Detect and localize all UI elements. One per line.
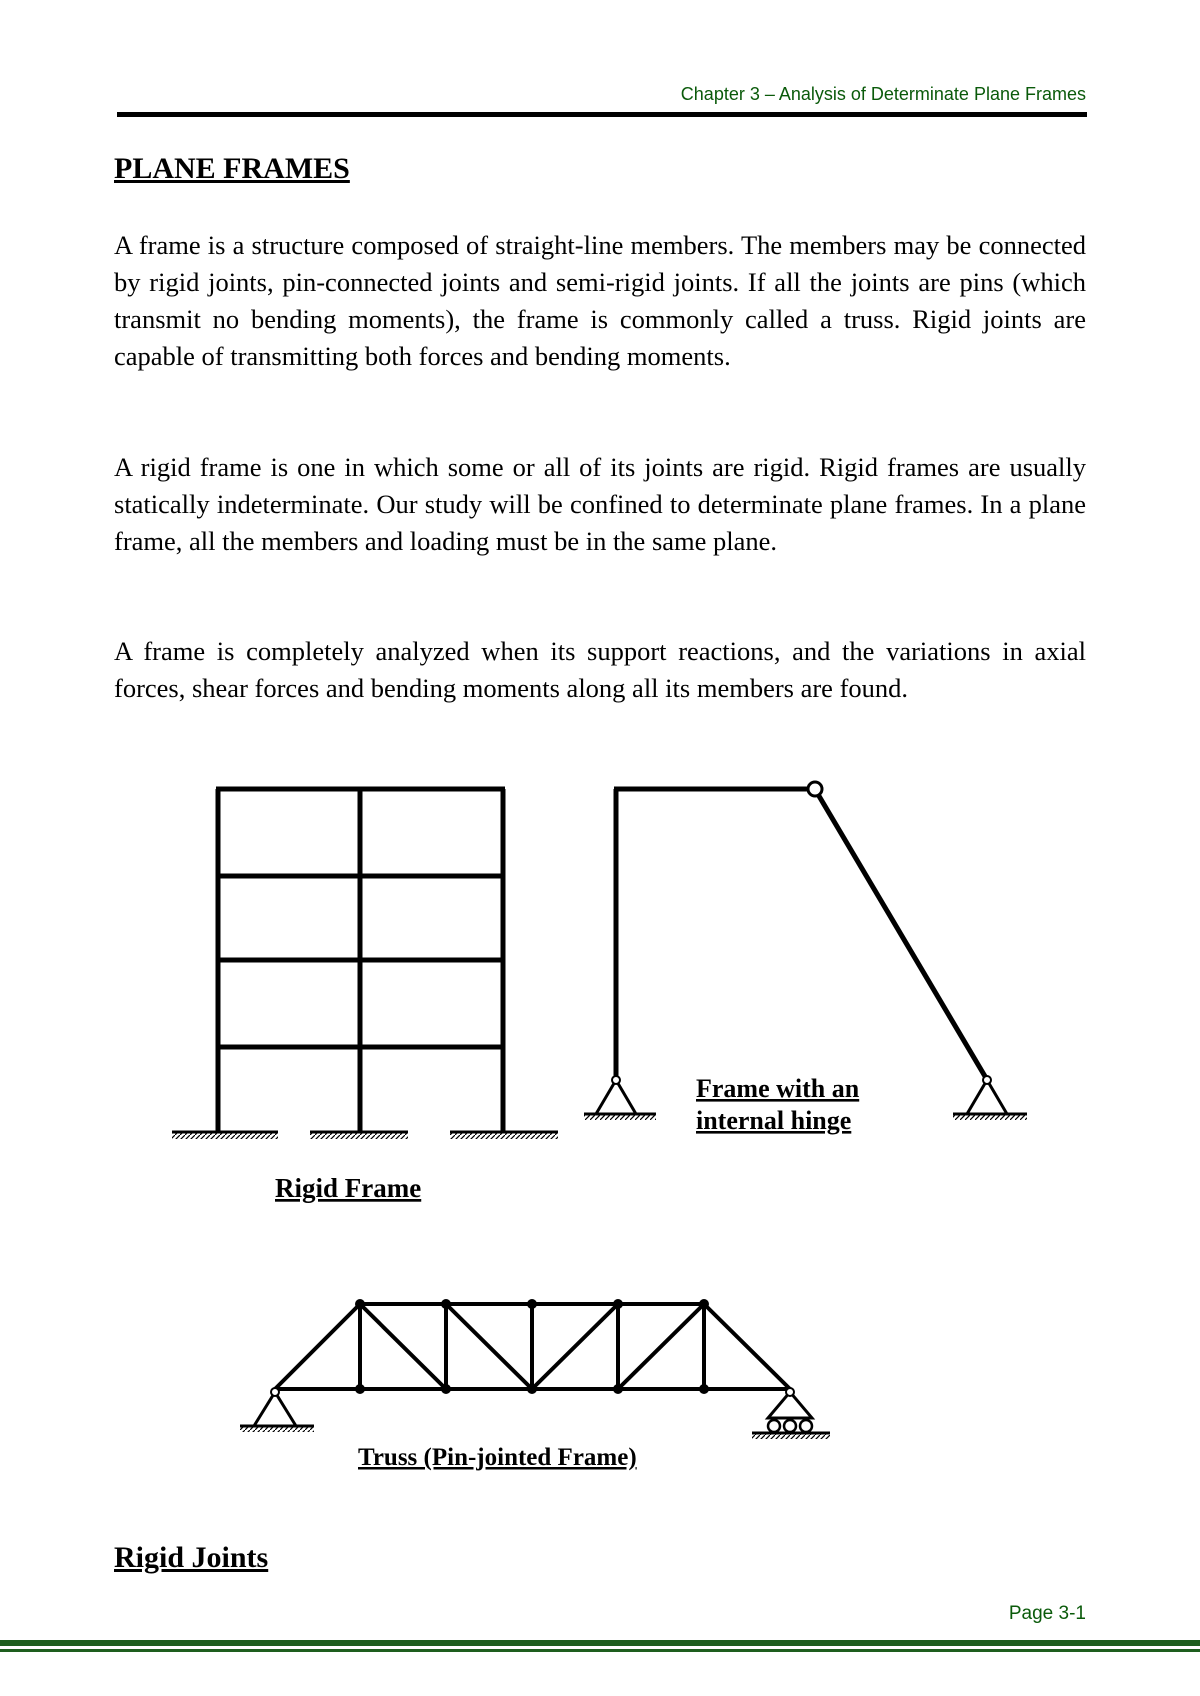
chapter-header: Chapter 3 – Analysis of Determinate Plane Frames: [680, 84, 1086, 104]
truss-diagonal: [618, 1304, 704, 1389]
roller-wheel: [800, 1420, 812, 1432]
footer-rule-thin: [0, 1649, 1200, 1652]
truss-joint: [355, 1384, 365, 1394]
truss-diagram: [275, 1304, 790, 1389]
truss-roller-support: [752, 1388, 830, 1439]
truss-end-post-right: [704, 1304, 790, 1389]
section-title: PLANE FRAMES: [114, 152, 350, 185]
hinge-frame-caption-line2: internal hinge: [696, 1106, 852, 1135]
rigid-frame-fixed-supports: [172, 1132, 558, 1139]
paragraph-2: A rigid frame is one in which some or all of its joints are rigid. Rigid frames are usually statically indeterminate. Our study will be confined to determinate plane frames. In a plane frame, all the members and loading must be in the same plane.: [114, 452, 1086, 556]
footer-rule: [0, 1640, 1200, 1646]
rigid-joints-heading: Rigid Joints: [114, 1541, 269, 1574]
truss-joint: [613, 1299, 623, 1309]
paragraph-1: A frame is a structure composed of straight-line members. The members may be connected by rigid joints, pin-connected joints and semi-rigid joints. If all the joints are pins (which transmit no bending moments), the frame is commonly called a truss. Rigid joints are capable of transmitting both forces and bending moments.: [114, 230, 1086, 371]
truss-diagonal: [532, 1304, 618, 1389]
truss-joint: [699, 1299, 709, 1309]
hinge-frame-inclined-member: [819, 796, 986, 1078]
hinge-frame-pin-support-left: [584, 1076, 656, 1120]
rigid-frame-diagram: [216, 789, 505, 1132]
truss-joint: [441, 1384, 451, 1394]
rigid-frame-caption: Rigid Frame: [275, 1173, 422, 1203]
truss-caption: Truss (Pin-jointed Frame): [358, 1444, 637, 1471]
hinge-frame-caption-line1: Frame with an: [696, 1074, 860, 1103]
roller-wheel: [784, 1420, 796, 1432]
paragraph-3: A frame is completely analyzed when its support reactions, and the variations in axial forces, shear forces and bending moments along all its members are found.: [114, 636, 1086, 703]
truss-joint: [527, 1299, 537, 1309]
hinge-frame-diagram: [614, 782, 986, 1078]
hinge-frame-pin-support-right: [953, 1076, 1027, 1120]
truss-joint: [699, 1384, 709, 1394]
truss-joint: [355, 1299, 365, 1309]
truss-diagonal: [446, 1304, 532, 1389]
truss-end-post-left: [275, 1304, 360, 1389]
internal-hinge: [808, 782, 822, 796]
truss-diagonal: [360, 1304, 446, 1389]
truss-pin-support: [240, 1388, 314, 1432]
truss-joint: [441, 1299, 451, 1309]
truss-joint: [613, 1384, 623, 1394]
truss-joint: [527, 1384, 537, 1394]
roller-wheel: [768, 1420, 780, 1432]
page-number: Page 3-1: [1008, 1603, 1086, 1624]
